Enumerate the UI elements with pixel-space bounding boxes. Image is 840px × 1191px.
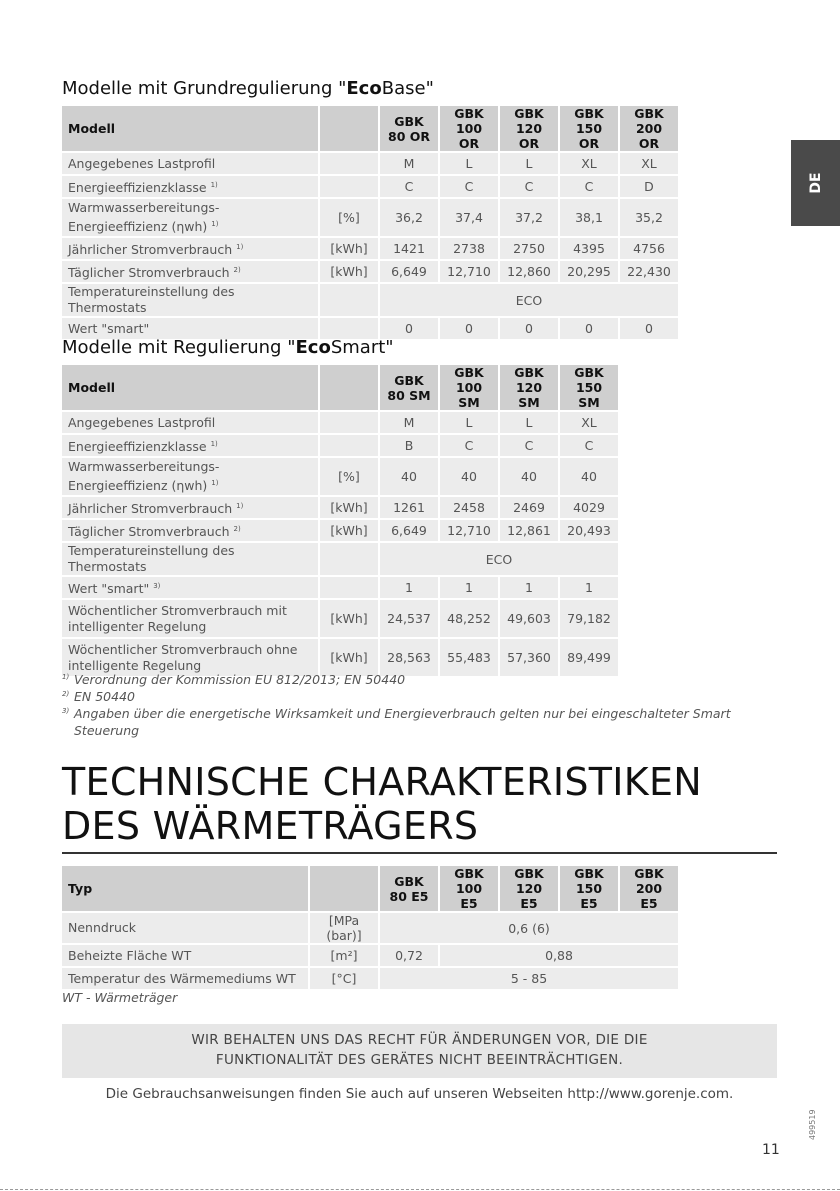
row-value: 0,6 (6) [380, 913, 678, 943]
footnote-mark: 1) [62, 673, 70, 681]
heat-carrier-table [60, 864, 680, 991]
thermostat-row [62, 543, 618, 575]
header-model: GBK 80 OR [380, 106, 438, 151]
row-value: 48,252 [440, 600, 498, 637]
row-label [62, 577, 318, 598]
footnote-ref: 1) [236, 501, 244, 510]
row-value: 0,88 [440, 945, 678, 966]
row-value: 40 [560, 458, 618, 495]
row-label-text: Angegebenes Lastprofil [68, 414, 216, 430]
row-value: 24,537 [380, 600, 438, 637]
row-label [62, 238, 318, 259]
row-label-text: Temperatureinstellung des Thermostats [68, 543, 235, 574]
row-unit: [kWh] [320, 261, 378, 282]
row-unit: [%] [320, 458, 378, 495]
row-label-text: Täglicher Stromverbrauch [68, 265, 230, 281]
row-unit: [kWh] [320, 600, 378, 637]
footnote-ref: 1) [210, 439, 218, 448]
row-label [62, 176, 318, 197]
row-value: C [560, 176, 618, 197]
row-label-text: Nenndruck [68, 920, 136, 935]
row-label [62, 199, 318, 236]
row-value: 1 [440, 577, 498, 598]
row-unit [320, 412, 378, 433]
row-value: 0 [560, 318, 618, 339]
row-label-text: Warmwasserbereitungs-Energieeffizienz (ηwh) [68, 458, 220, 494]
row-value: 1261 [380, 497, 438, 518]
header-model: GBK 120 OR [500, 106, 558, 151]
row-value: XL [560, 153, 618, 174]
row-label [62, 261, 318, 282]
footnote-mark: 2) [62, 690, 70, 698]
row-label [62, 913, 308, 943]
row-label-text: Wert "smart" [68, 320, 150, 336]
header-label: Typ [62, 866, 308, 911]
row-label-text: Jährlicher Stromverbrauch [68, 501, 233, 517]
row-label-text: Beheizte Fläche WT [68, 947, 192, 963]
table-row [62, 435, 618, 456]
row-label-text: Temperatureinstellung des Thermostats [68, 284, 235, 315]
footnote-ref: 1) [211, 478, 219, 487]
row-value: 40 [500, 458, 558, 495]
thermostat-value: ECO [380, 543, 618, 575]
row-label-text: Warmwasserbereitungs-Energieeffizienz (ηwh) [68, 199, 220, 235]
footnote [62, 688, 772, 705]
notice-line-1: WIR BEHALTEN UNS DAS RECHT FÜR ÄNDERUNGEN VOR, DIE DIE [191, 1032, 648, 1048]
row-value: 37,2 [500, 199, 558, 236]
table-row [62, 176, 678, 197]
row-value: 1 [560, 577, 618, 598]
tech-title: TECHNISCHE CHARAKTERISTIKEN DES WÄRMETRÄGERS [62, 760, 703, 848]
row-value: 49,603 [500, 600, 558, 637]
row-label-text: Energieeffizienzklasse [68, 439, 207, 455]
ecosmart-table [60, 363, 620, 678]
footnote-ref: 1) [211, 219, 219, 228]
header-model: GBK 100 E5 [440, 866, 498, 911]
row-value: 38,1 [560, 199, 618, 236]
footnote [62, 671, 772, 688]
row-value: 79,182 [560, 600, 618, 637]
row-value: 89,499 [560, 639, 618, 676]
row-value: 35,2 [620, 199, 678, 236]
ecobase-table [60, 104, 680, 341]
wt-note: WT - Wärmeträger [62, 990, 178, 1005]
header-label: Modell [62, 106, 318, 151]
footnote-mark: 3) [62, 707, 70, 715]
rights-notice [62, 1024, 777, 1078]
thermostat-row [62, 284, 678, 316]
table-row [62, 913, 678, 943]
header-model: GBK 200 E5 [620, 866, 678, 911]
header-label: Modell [62, 365, 318, 410]
footnote-text: Angaben über die energetische Wirksamkeit und Energieverbrauch gelten nur bei eingeschalteter Smart Steuerung [74, 706, 731, 738]
row-label [62, 284, 318, 316]
header-model: GBK 200 OR [620, 106, 678, 151]
row-value: C [500, 435, 558, 456]
section-title-ecosmart: Modelle mit Regulierung "EcoSmart" [62, 337, 394, 358]
row-label [62, 497, 318, 518]
header-model: GBK 80 E5 [380, 866, 438, 911]
row-unit [320, 577, 378, 598]
table-header-row [62, 365, 618, 410]
row-value: 40 [440, 458, 498, 495]
bottom-rule [0, 1189, 840, 1190]
row-value: 20,493 [560, 520, 618, 541]
row-value: XL [560, 412, 618, 433]
row-value: 55,483 [440, 639, 498, 676]
row-value: 1 [500, 577, 558, 598]
header-model: GBK 150 E5 [560, 866, 618, 911]
row-unit [320, 543, 378, 575]
header-unit [320, 106, 378, 151]
row-label-text: Wöchentlicher Stromverbrauch mit intelligenter Regelung [68, 602, 287, 634]
header-model: GBK 80 SM [380, 365, 438, 410]
row-label-text: Jährlicher Stromverbrauch [68, 242, 233, 258]
header-model: GBK 100 OR [440, 106, 498, 151]
row-value: 37,4 [440, 199, 498, 236]
row-label [62, 520, 318, 541]
page-number: 11 [762, 1142, 780, 1158]
row-value: 2738 [440, 238, 498, 259]
row-value: 40 [380, 458, 438, 495]
footnote-text: Verordnung der Kommission EU 812/2013; EN 50440 [74, 672, 406, 687]
smart-row [62, 577, 618, 598]
table-row [62, 261, 678, 282]
notice-line-2: FUNKTIONALITÄT DES GERÄTES NICHT BEEINTRÄCHTIGEN. [215, 1052, 624, 1068]
footnotes [62, 671, 772, 739]
row-value: C [380, 176, 438, 197]
row-unit [320, 435, 378, 456]
footnote-ref: 1) [210, 180, 218, 189]
row-value: B [380, 435, 438, 456]
row-unit [320, 153, 378, 174]
row-value: C [440, 176, 498, 197]
row-unit: [%] [320, 199, 378, 236]
footnote-ref: 2) [233, 524, 241, 533]
row-label [62, 318, 318, 339]
row-value: 12,860 [500, 261, 558, 282]
table-row [62, 153, 678, 174]
weekly-row [62, 600, 618, 637]
header-model: GBK 150 OR [560, 106, 618, 151]
table-row [62, 238, 678, 259]
language-label: DE [807, 172, 824, 194]
row-value: C [560, 435, 618, 456]
row-unit: [kWh] [320, 639, 378, 676]
row-value: 2750 [500, 238, 558, 259]
row-label-text: Energieeffizienzklasse [68, 180, 207, 196]
row-label [62, 458, 318, 495]
row-value: 12,710 [440, 261, 498, 282]
table-row [62, 945, 678, 966]
footnote-ref: 3) [153, 581, 161, 590]
footnote-ref: 2) [233, 265, 241, 274]
row-value: 4395 [560, 238, 618, 259]
row-value: D [620, 176, 678, 197]
table-row [62, 458, 618, 495]
row-value: L [440, 412, 498, 433]
row-value: 22,430 [620, 261, 678, 282]
row-value: 4756 [620, 238, 678, 259]
row-label-text: Wert "smart" [68, 581, 150, 597]
row-unit [320, 318, 378, 339]
header-model: GBK 120 SM [500, 365, 558, 410]
row-label-text: Wöchentlicher Stromverbrauch ohne intelligente Regelung [68, 641, 298, 673]
row-label [62, 600, 318, 637]
row-value: 6,649 [380, 520, 438, 541]
table-row [62, 497, 618, 518]
row-label [62, 153, 318, 174]
row-value: 20,295 [560, 261, 618, 282]
row-value: M [380, 153, 438, 174]
row-value: C [440, 435, 498, 456]
thermostat-value: ECO [380, 284, 678, 316]
row-label [62, 945, 308, 966]
header-model: GBK 100 SM [440, 365, 498, 410]
footnote-text: EN 50440 [74, 689, 135, 704]
row-value: M [380, 412, 438, 433]
header-unit [320, 365, 378, 410]
row-unit: [kWh] [320, 238, 378, 259]
header-model: GBK 120 E5 [500, 866, 558, 911]
row-value: L [500, 153, 558, 174]
row-value: 6,649 [380, 261, 438, 282]
row-label-text: Temperatur des Wärmemediums WT [68, 970, 296, 986]
header-model: GBK 150 SM [560, 365, 618, 410]
row-value: XL [620, 153, 678, 174]
table-header-row [62, 866, 678, 911]
row-value: 1421 [380, 238, 438, 259]
table-row [62, 412, 618, 433]
row-value: 12,710 [440, 520, 498, 541]
row-value: L [440, 153, 498, 174]
row-value: 36,2 [380, 199, 438, 236]
title-rule [62, 852, 777, 854]
row-value: 0 [620, 318, 678, 339]
row-value: 57,360 [500, 639, 558, 676]
document-code: 499519 [808, 1109, 817, 1140]
row-value: 2469 [500, 497, 558, 518]
row-value: 0,72 [380, 945, 438, 966]
row-unit: [kWh] [320, 497, 378, 518]
row-value: C [500, 176, 558, 197]
row-value: 0 [440, 318, 498, 339]
row-unit [320, 176, 378, 197]
row-value: 28,563 [380, 639, 438, 676]
row-label [62, 412, 318, 433]
row-value: 0 [380, 318, 438, 339]
row-value: L [500, 412, 558, 433]
row-unit: [m²] [310, 945, 378, 966]
row-value: 5 - 85 [380, 968, 678, 989]
row-value: 0 [500, 318, 558, 339]
row-unit: [kWh] [320, 520, 378, 541]
smart-row [62, 318, 678, 339]
row-value: 1 [380, 577, 438, 598]
row-unit: [MPa (bar)] [310, 913, 378, 943]
row-unit [320, 284, 378, 316]
row-label-text: Angegebenes Lastprofil [68, 155, 216, 171]
table-header-row [62, 106, 678, 151]
row-label [62, 543, 318, 575]
section-title-ecobase: Modelle mit Grundregulierung "EcoBase" [62, 78, 434, 99]
table-row [62, 199, 678, 236]
language-tab [791, 140, 840, 226]
row-value: 12,861 [500, 520, 558, 541]
row-unit: [°C] [310, 968, 378, 989]
footnote [62, 705, 772, 739]
row-label-text: Täglicher Stromverbrauch [68, 524, 230, 540]
row-value: 2458 [440, 497, 498, 518]
website-note: Die Gebrauchsanweisungen finden Sie auch auf unseren Webseiten http://www.gorenje.com. [105, 1086, 734, 1102]
row-label [62, 435, 318, 456]
row-value: 4029 [560, 497, 618, 518]
table-row [62, 968, 678, 989]
footnote-ref: 1) [236, 242, 244, 251]
table-row [62, 520, 618, 541]
header-unit [310, 866, 378, 911]
row-label [62, 968, 308, 989]
